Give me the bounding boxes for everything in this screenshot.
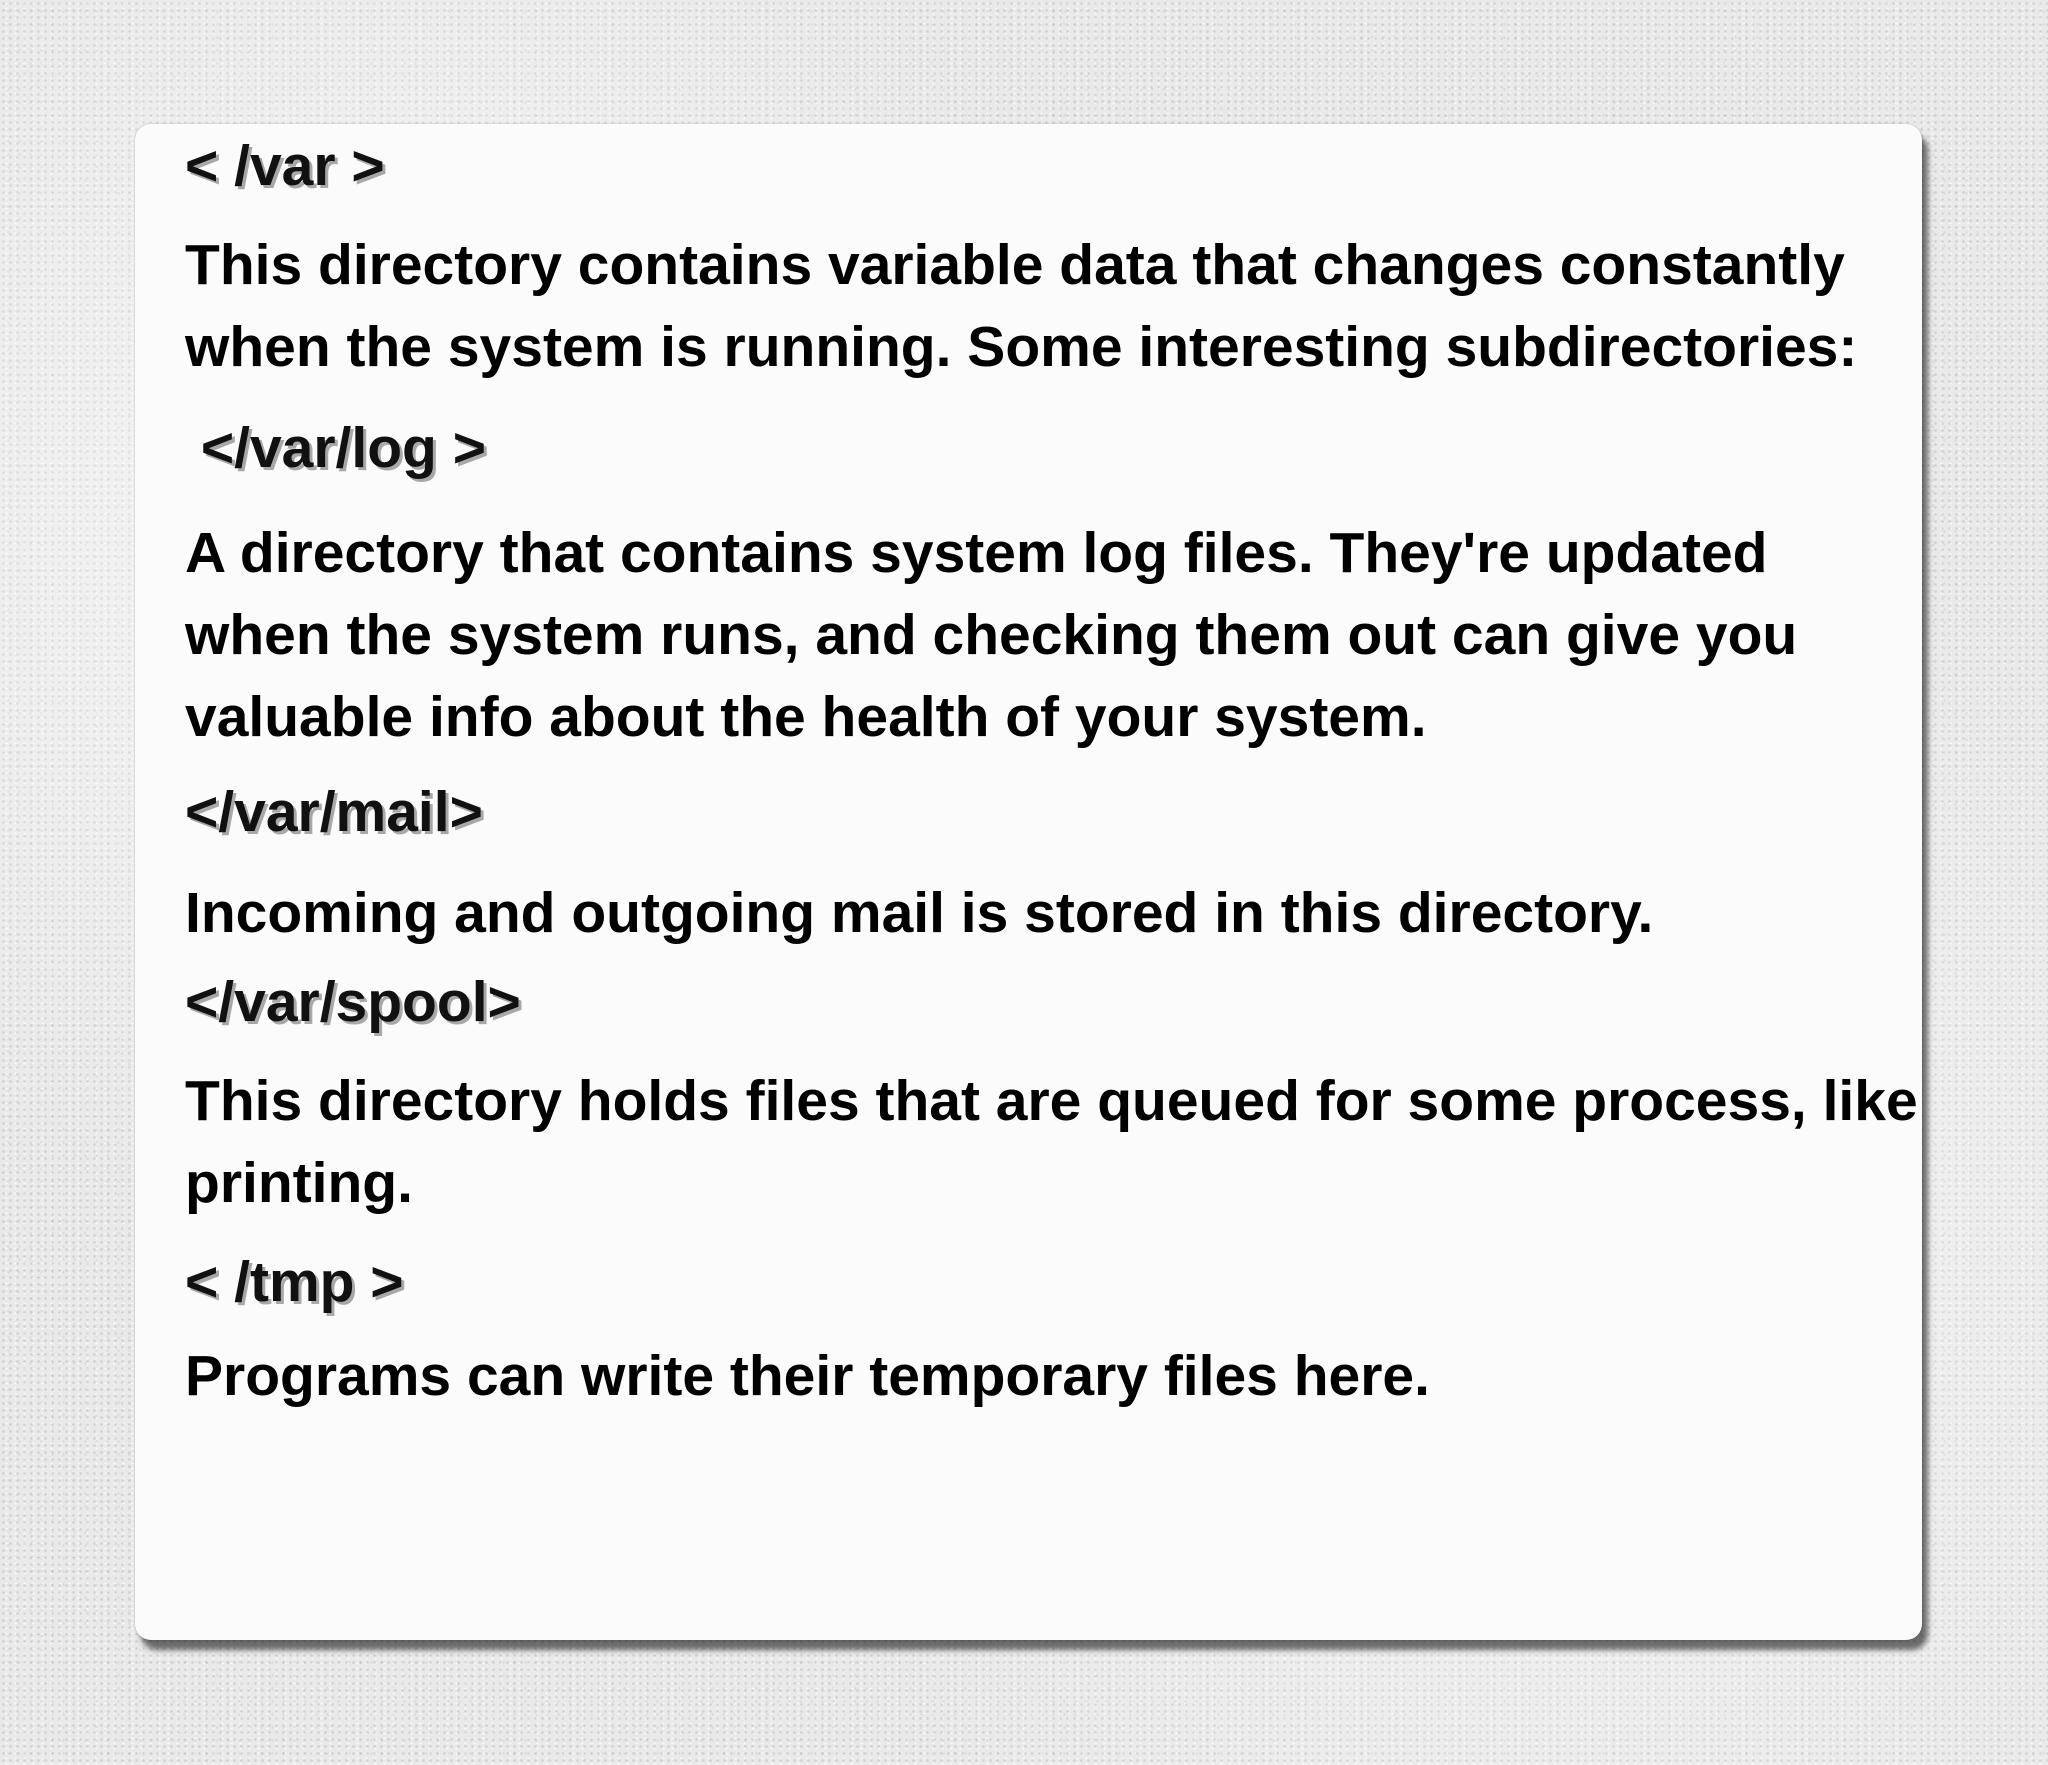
paragraph-tmp: Programs can write their temporary files here. [185, 1344, 1430, 1408]
heading-tmp: < /tmp > [185, 1250, 404, 1314]
paragraph-var-spool: This directory holds files that are queued for some process, like printing. [185, 1069, 1918, 1215]
heading-var-mail: </var/mail> [185, 780, 483, 844]
heading-var-spool: </var/spool> [185, 970, 521, 1034]
heading-var-log: </var/log > [185, 416, 486, 480]
heading-var: < /var > [185, 134, 385, 198]
paragraph-var-mail: Incoming and outgoing mail is stored in this directory. [185, 881, 1654, 945]
paragraph-var: This directory contains variable data that changes constantly when the system is running. Some interesting subdirectories: [185, 233, 1858, 379]
paragraph-var-log: A directory that contains system log files. They're updated when the system runs, and checking them out can give you valuable info about the health of your system. [185, 521, 1798, 749]
slide-content [185, 124, 1925, 1412]
